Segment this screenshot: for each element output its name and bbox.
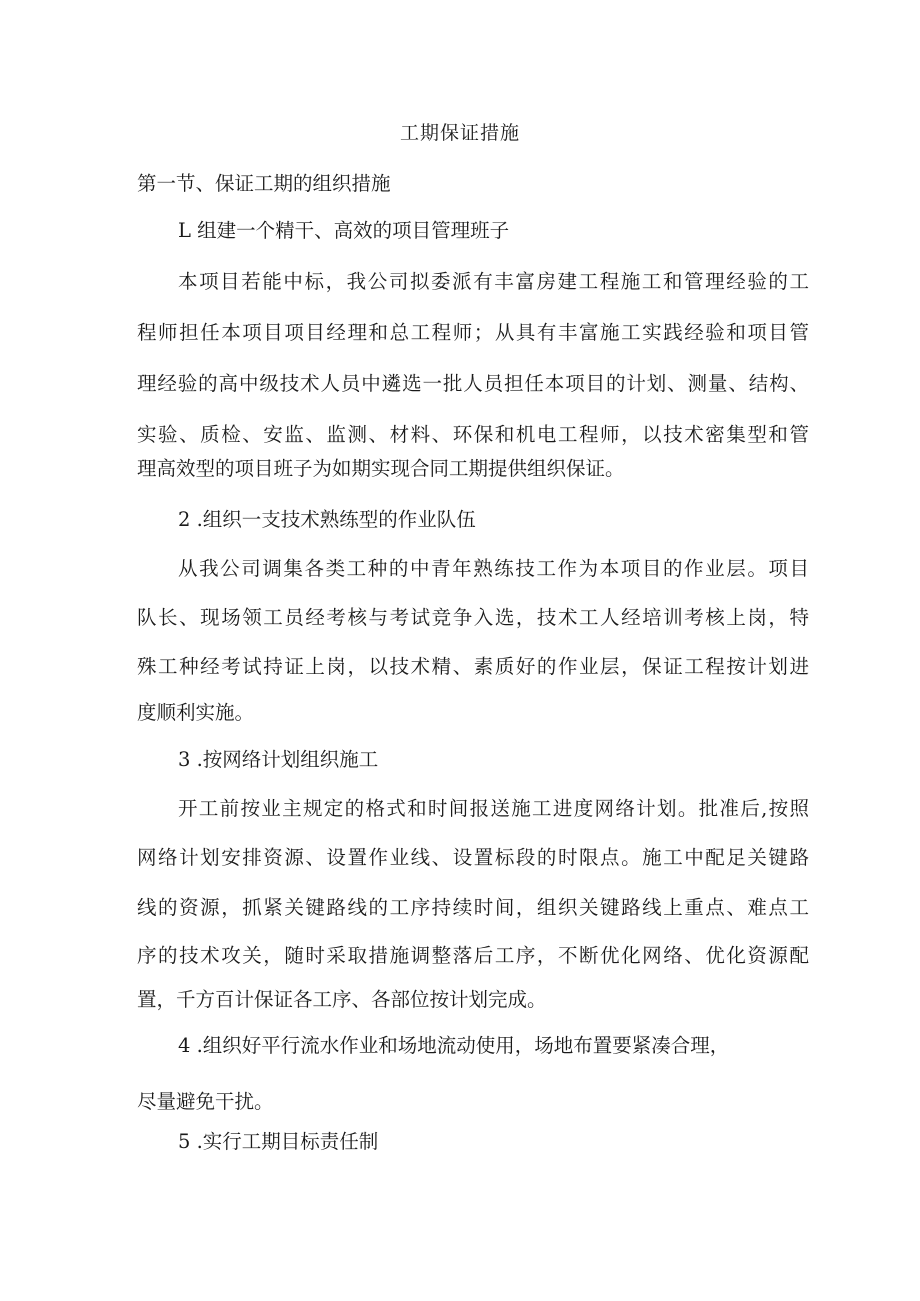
paragraph-line: 殊工种经考试持证上岗，以技术精、素质好的作业层，保证工程按计划进 (137, 655, 809, 678)
paragraph-line: 置，千方百计保证各工序、各部位按计划完成。 (137, 988, 547, 1011)
document-title: 工期保证措施 (399, 122, 520, 144)
section-heading: 第一节、保证工期的组织措施 (137, 172, 391, 195)
paragraph-line: 理高效型的项目班子为如期实现合同工期提供组织保证。 (137, 457, 625, 480)
paragraph-line: 实验、质检、安监、监测、材料、环保和机电工程师，以技术密集型和管 (137, 423, 809, 446)
item-heading-2: 2 .组织一支技术熟练型的作业队伍 (178, 508, 476, 531)
paragraph-line: 网络计划安排资源、设置作业线、设置标段的时限点。施工中配足关键路 (137, 846, 809, 869)
item-heading-3: 3 .按网络计划组织施工 (178, 748, 379, 771)
paragraph-line: 队长、现场领工员经考核与考试竞争入选，技术工人经培训考核上岗，特 (137, 606, 809, 629)
paragraph-line: 度顺利实施。 (137, 701, 255, 724)
paragraph-line: 线的资源，抓紧关键路线的工序持续时间，组织关键路线上重点、难点工 (137, 896, 809, 919)
item-heading-4: 4 .组织好平行流水作业和场地流动使用，场地布置要紧凑合理， (178, 1034, 730, 1057)
paragraph-line: 程师担任本项目项目经理和总工程师；从具有丰富施工实践经验和项目管 (137, 321, 809, 344)
paragraph-line: 开工前按业主规定的格式和时间报送施工进度网络计划。批准后,按照 (178, 797, 809, 820)
item-heading-1: L 组建一个精干、高效的项目管理班子 (178, 219, 510, 242)
paragraph-line: 从我公司调集各类工种的中青年熟练技工作为本项目的作业层。项目 (178, 557, 809, 580)
item-heading-5: 5 .实行工期目标责任制 (178, 1130, 379, 1153)
paragraph-line: 本项目若能中标，我公司拟委派有丰富房建工程施工和管理经验的工 (178, 270, 809, 293)
paragraph-line: 尽量避免干扰。 (137, 1090, 274, 1113)
paragraph-line: 理经验的高中级技术人员中遴选一批人员担任本项目的计划、测量、结构、 (137, 372, 809, 395)
paragraph-line: 序的技术攻关，随时采取措施调整落后工序，不断优化网络、优化资源配 (137, 944, 809, 967)
